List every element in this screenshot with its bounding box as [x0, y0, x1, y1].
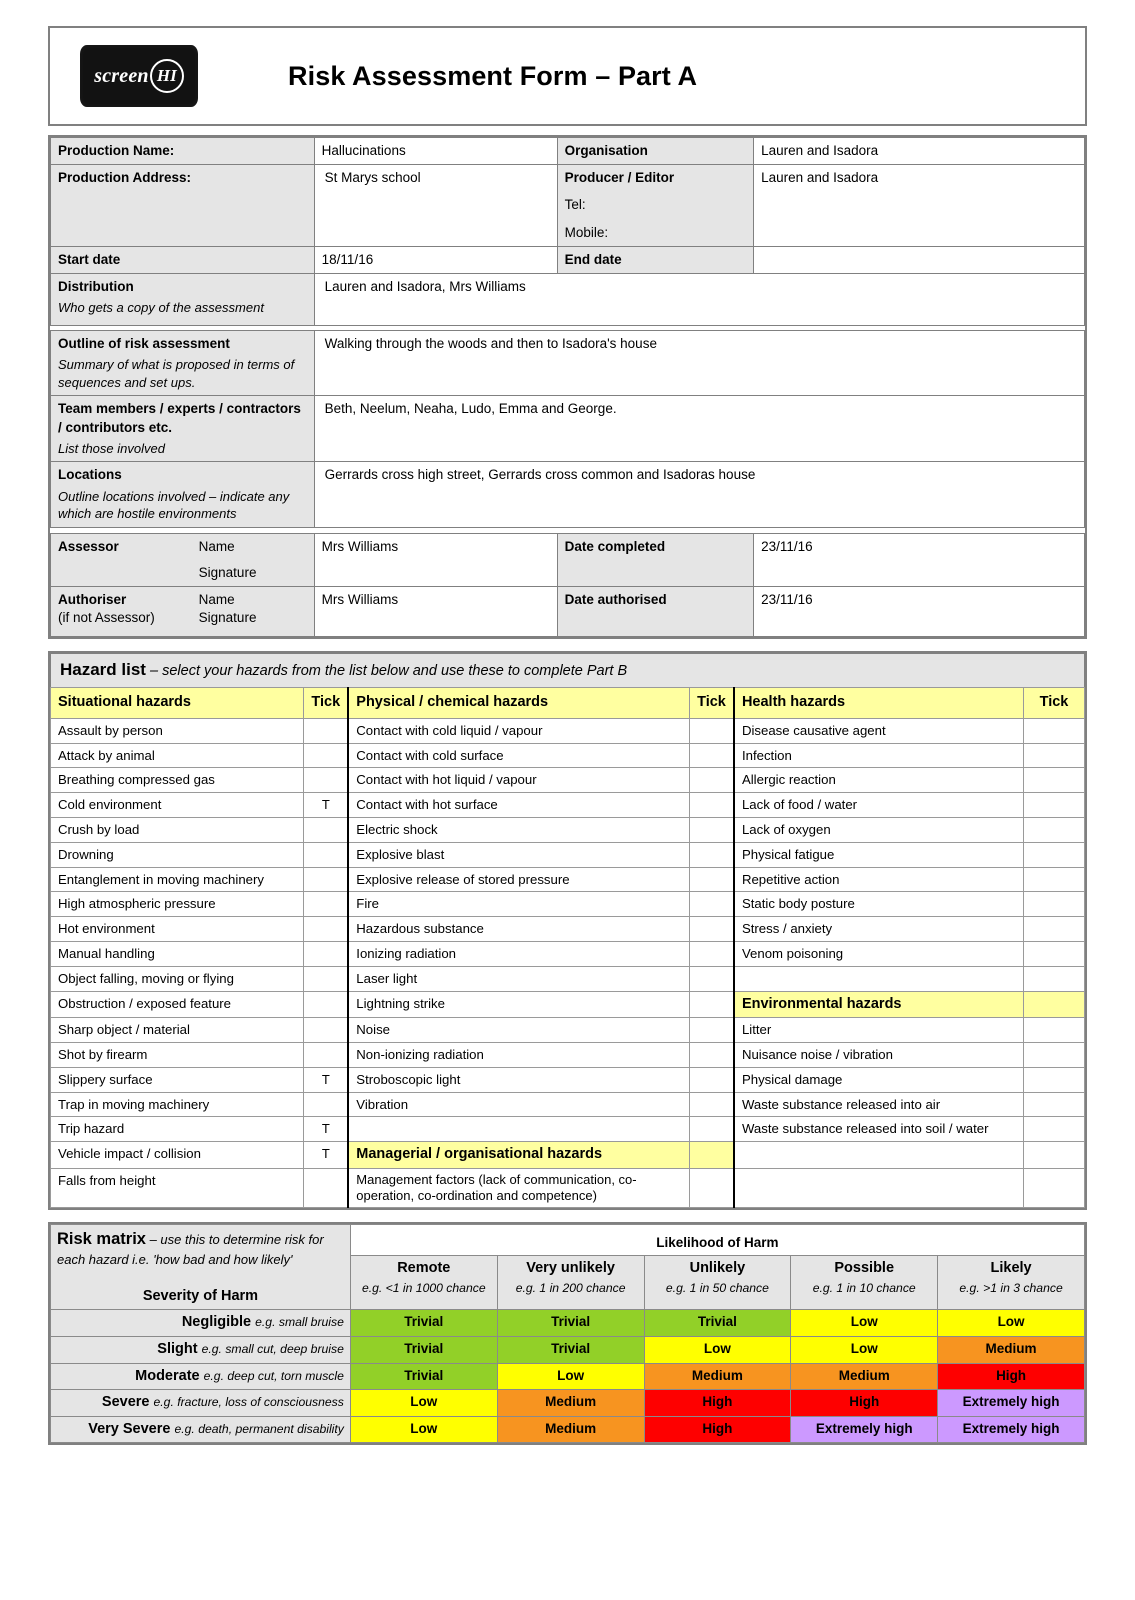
severity-header-4 — [51, 1416, 351, 1443]
table-row — [51, 1092, 1085, 1117]
risk-matrix-row — [51, 1390, 1085, 1417]
date-completed-label: Date completed — [557, 533, 753, 586]
table-row — [51, 396, 1085, 462]
hazard-item-health[interactable]: Litter — [734, 1018, 1024, 1043]
severity-name: Severe — [101, 1394, 154, 1411]
table-row — [51, 1018, 1085, 1043]
hazard-list-heading-note: – select your hazards from the list below and use these to complete Part B — [145, 663, 628, 680]
risk-matrix-cell: Medium — [938, 1336, 1085, 1363]
hazard-item-situational[interactable]: Slippery surface — [51, 1067, 304, 1092]
hazard-list-heading — [50, 653, 1085, 687]
risk-matrix-cell: High — [938, 1363, 1085, 1390]
hazard-item-situational[interactable]: Obstruction / exposed feature — [51, 991, 304, 1018]
authoriser-title: Authoriser — [58, 592, 127, 608]
hazard-tick-health[interactable] — [1023, 842, 1084, 867]
assessor-name-value[interactable]: Mrs Williams — [314, 533, 557, 586]
severity-header-1 — [51, 1336, 351, 1363]
form-title-block — [48, 26, 1087, 126]
end-date-value[interactable] — [754, 246, 1085, 273]
hazard-tick-situational[interactable]: T — [304, 1117, 348, 1142]
hazard-tick-health[interactable] — [1023, 1043, 1084, 1068]
organisation-label: Organisation — [557, 138, 753, 165]
hazard-item-health[interactable]: Allergic reaction — [734, 768, 1024, 793]
organisation-value[interactable]: Lauren and Isadora — [754, 138, 1085, 165]
hazard-header-physical: Physical / chemical hazards — [348, 688, 689, 719]
hazard-cell-empty — [734, 1142, 1024, 1169]
hazard-item-health[interactable]: Disease causative agent — [734, 718, 1024, 743]
table-row — [51, 867, 1085, 892]
risk-matrix-cell: High — [644, 1390, 791, 1417]
table-row — [51, 462, 1085, 527]
hazard-item-physical[interactable]: Noise — [348, 1018, 689, 1043]
hazard-item-situational[interactable]: Attack by animal — [51, 743, 304, 768]
risk-matrix-heading-note: – use this to determine risk for each hazard i.e. 'how bad and how likely' — [57, 1232, 324, 1267]
hazard-tick-health[interactable] — [1023, 1018, 1084, 1043]
hazard-tick-situational[interactable]: T — [304, 1067, 348, 1092]
hazard-tick-health[interactable] — [1023, 991, 1084, 1018]
likelihood-example: e.g. 1 in 50 chance — [665, 1280, 769, 1295]
hazard-tick-situational[interactable] — [304, 817, 348, 842]
table-row — [51, 331, 1085, 396]
hazard-cell-empty — [734, 966, 1024, 991]
hazard-tick-situational[interactable] — [304, 842, 348, 867]
hazard-list-table — [50, 687, 1085, 1208]
screenhi-logo — [80, 45, 198, 107]
authoriser-sublabel: (if not Assessor) — [58, 610, 155, 626]
producer-editor-title: Producer / Editor — [564, 170, 675, 186]
hazard-tick-situational[interactable] — [304, 892, 348, 917]
hazard-item-physical[interactable]: Explosive release of stored pressure — [348, 867, 689, 892]
hazard-item-physical[interactable]: Vibration — [348, 1092, 689, 1117]
severity-name: Moderate — [135, 1367, 204, 1384]
likelihood-example: e.g. <1 in 1000 chance — [361, 1280, 486, 1295]
hazard-tick-situational[interactable]: T — [304, 1142, 348, 1169]
hazard-tick-physical[interactable] — [690, 917, 734, 942]
risk-matrix-heading-title: Risk matrix — [57, 1230, 146, 1249]
hazard-item-situational[interactable]: Sharp object / material — [51, 1018, 304, 1043]
hazard-tick-health[interactable] — [1023, 942, 1084, 967]
hazard-item-physical[interactable]: Lightning strike — [348, 991, 689, 1018]
risk-matrix-cell: Trivial — [350, 1336, 497, 1363]
production-name-value[interactable]: Hallucinations — [314, 138, 557, 165]
table-row — [51, 942, 1085, 967]
risk-matrix-cell: Low — [350, 1390, 497, 1417]
producer-mobile-label: Mobile: — [564, 224, 609, 240]
hazard-tick-situational[interactable] — [304, 1018, 348, 1043]
production-details-table — [50, 137, 1085, 326]
hazard-tick-physical[interactable] — [690, 1043, 734, 1068]
likelihood-name: Possible — [834, 1260, 895, 1277]
logo-monogram-icon: HI — [150, 59, 184, 93]
hazard-header-tick2: Tick — [690, 688, 734, 719]
likelihood-header-0 — [350, 1256, 497, 1310]
risk-matrix-cell: Low — [350, 1416, 497, 1443]
risk-matrix-cell: Extremely high — [938, 1390, 1085, 1417]
hazard-tick-situational[interactable] — [304, 718, 348, 743]
table-row — [51, 533, 1085, 586]
risk-matrix-cell: Medium — [497, 1390, 644, 1417]
assessor-signature-label: Signature — [198, 564, 257, 580]
producer-tel-label: Tel: — [564, 197, 586, 213]
likelihood-example: e.g. 1 in 200 chance — [515, 1280, 626, 1295]
risk-matrix-heading-row — [51, 1225, 1085, 1256]
production-address-value[interactable]: St Marys school — [314, 165, 557, 247]
hazard-tick-physical[interactable] — [690, 1067, 734, 1092]
hazard-item-situational[interactable]: Breathing compressed gas — [51, 768, 304, 793]
hazard-tick-situational[interactable] — [304, 917, 348, 942]
risk-matrix-section — [48, 1222, 1087, 1445]
table-row — [51, 274, 1085, 326]
table-row — [51, 1067, 1085, 1092]
distribution-title: Distribution — [58, 279, 134, 295]
hazard-tick-physical[interactable] — [690, 1117, 734, 1142]
risk-matrix-cell: High — [644, 1416, 791, 1443]
hazard-tick-situational[interactable] — [304, 768, 348, 793]
table-row — [51, 817, 1085, 842]
table-row — [51, 1168, 1085, 1208]
hazard-item-physical[interactable]: Hazardous substance — [348, 917, 689, 942]
hazard-tick-physical[interactable] — [690, 867, 734, 892]
hazard-subheader-managerial: Managerial / organisational hazards — [348, 1142, 689, 1169]
table-row — [51, 793, 1085, 818]
hazard-tick-health[interactable] — [1023, 1067, 1084, 1092]
locations-label — [51, 462, 315, 527]
hazard-item-situational[interactable]: Shot by firearm — [51, 1043, 304, 1068]
start-date-value[interactable]: 18/11/16 — [314, 246, 557, 273]
hazard-item-health[interactable]: Static body posture — [734, 892, 1024, 917]
table-row — [51, 587, 1085, 637]
risk-matrix-cell: Low — [497, 1363, 644, 1390]
team-members-label — [51, 396, 315, 462]
table-row — [51, 1117, 1085, 1142]
risk-matrix-cell: Trivial — [497, 1336, 644, 1363]
severity-of-harm-title: Severity of Harm — [142, 1287, 259, 1304]
likelihood-header-3 — [791, 1256, 938, 1310]
severity-example: e.g. small bruise — [255, 1315, 344, 1330]
hazard-tick-physical[interactable] — [690, 991, 734, 1018]
hazard-item-physical[interactable]: Contact with cold liquid / vapour — [348, 718, 689, 743]
severity-example: e.g. deep cut, torn muscle — [203, 1368, 344, 1383]
hazard-tick-physical[interactable] — [690, 892, 734, 917]
hazard-tick-physical[interactable] — [690, 743, 734, 768]
likelihood-header-4 — [938, 1256, 1085, 1310]
hazard-item-health[interactable]: Nuisance noise / vibration — [734, 1043, 1024, 1068]
severity-name: Negligible — [181, 1314, 256, 1331]
likelihood-header-1 — [497, 1256, 644, 1310]
risk-matrix-cell: Trivial — [350, 1363, 497, 1390]
hazard-tick-health[interactable] — [1023, 1168, 1084, 1208]
hazard-list-section — [48, 651, 1087, 1210]
severity-header-0 — [51, 1310, 351, 1337]
hazard-tick-health[interactable] — [1023, 817, 1084, 842]
date-completed-value[interactable]: 23/11/16 — [754, 533, 1085, 586]
end-date-label: End date — [557, 246, 753, 273]
hazard-column-header-row — [51, 688, 1085, 719]
risk-matrix-cell: Medium — [644, 1363, 791, 1390]
assessor-label — [51, 533, 315, 586]
hazard-item-physical[interactable]: Laser light — [348, 966, 689, 991]
risk-matrix-cell: Medium — [497, 1416, 644, 1443]
hazard-tick-physical[interactable] — [690, 1168, 734, 1208]
hazard-tick-health[interactable] — [1023, 768, 1084, 793]
risk-matrix-cell: High — [791, 1390, 938, 1417]
hazard-item-physical[interactable]: Ionizing radiation — [348, 942, 689, 967]
page-title: Risk Assessment Form – Part A — [288, 60, 698, 91]
hazard-item-health[interactable]: Venom poisoning — [734, 942, 1024, 967]
hazard-item-health[interactable]: Waste substance released into air — [734, 1092, 1024, 1117]
hazard-tick-health[interactable] — [1023, 1117, 1084, 1142]
hazard-tick-situational[interactable] — [304, 942, 348, 967]
risk-matrix-cell: Low — [791, 1310, 938, 1337]
table-row — [51, 768, 1085, 793]
hazard-item-situational[interactable]: Falls from height — [51, 1168, 304, 1208]
hazard-subheader-environmental: Environmental hazards — [734, 991, 1024, 1018]
distribution-label — [51, 274, 315, 326]
table-row — [51, 246, 1085, 273]
outline-value[interactable]: Walking through the woods and then to Isadora's house — [314, 331, 1084, 396]
hazard-item-physical[interactable]: Fire — [348, 892, 689, 917]
hazard-tick-health[interactable] — [1023, 793, 1084, 818]
hazard-item-health[interactable]: Stress / anxiety — [734, 917, 1024, 942]
hazard-cell-empty — [348, 1117, 689, 1142]
likelihood-name: Unlikely — [689, 1260, 746, 1277]
risk-matrix-cell: Low — [938, 1310, 1085, 1337]
hazard-item-physical[interactable]: Contact with cold surface — [348, 743, 689, 768]
authoriser-label — [51, 587, 315, 637]
risk-matrix-cell: Low — [644, 1336, 791, 1363]
risk-matrix-row — [51, 1363, 1085, 1390]
hazard-tick-situational[interactable] — [304, 743, 348, 768]
risk-matrix-cell: Medium — [791, 1363, 938, 1390]
hazard-tick-health[interactable] — [1023, 718, 1084, 743]
authoriser-signature-label: Signature — [198, 610, 257, 626]
hazard-item-health[interactable]: Lack of oxygen — [734, 817, 1024, 842]
hazard-item-physical[interactable]: Non-ionizing radiation — [348, 1043, 689, 1068]
assessor-name-label: Name — [198, 538, 235, 554]
severity-name: Slight — [157, 1340, 202, 1357]
logo-cell — [50, 45, 228, 107]
hazard-tick-health[interactable] — [1023, 1142, 1084, 1169]
hazard-tick-health[interactable] — [1023, 966, 1084, 991]
authoriser-name-value[interactable]: Mrs Williams — [314, 587, 557, 637]
hazard-tick-situational[interactable] — [304, 966, 348, 991]
hazard-item-situational[interactable]: Trip hazard — [51, 1117, 304, 1142]
start-date-label: Start date — [51, 246, 315, 273]
date-authorised-value[interactable]: 23/11/16 — [754, 587, 1085, 637]
risk-matrix-row — [51, 1416, 1085, 1443]
hazard-item-health[interactable]: Infection — [734, 743, 1024, 768]
hazard-item-situational[interactable]: Assault by person — [51, 718, 304, 743]
hazard-tick-physical[interactable] — [690, 842, 734, 867]
likelihood-example: e.g. 1 in 10 chance — [812, 1280, 916, 1295]
risk-matrix-heading — [51, 1225, 351, 1310]
likelihood-name: Very unlikely — [526, 1260, 615, 1277]
production-name-label: Production Name: — [51, 138, 315, 165]
severity-header-3 — [51, 1390, 351, 1417]
producer-editor-value[interactable]: Lauren and Isadora — [754, 165, 1085, 247]
table-row — [51, 743, 1085, 768]
severity-name: Very Severe — [88, 1420, 175, 1437]
table-row — [51, 1142, 1085, 1169]
hazard-tick-physical[interactable] — [690, 793, 734, 818]
hazard-header-tick1: Tick — [304, 688, 348, 719]
hazard-item-physical[interactable]: Explosive blast — [348, 842, 689, 867]
authoriser-name-label: Name — [198, 592, 235, 608]
hazard-item-physical[interactable]: Contact with hot liquid / vapour — [348, 768, 689, 793]
risk-matrix-row — [51, 1336, 1085, 1363]
table-row — [51, 966, 1085, 991]
table-row — [51, 917, 1085, 942]
hazard-header-tick3: Tick — [1023, 688, 1084, 719]
likelihood-example: e.g. >1 in 3 chance — [959, 1280, 1063, 1295]
hazard-tick-situational[interactable] — [304, 867, 348, 892]
hazard-tick-health[interactable] — [1023, 867, 1084, 892]
hazard-tick-physical[interactable] — [690, 1092, 734, 1117]
locations-value[interactable]: Gerrards cross high street, Gerrards cross common and Isadoras house — [314, 462, 1084, 527]
risk-matrix-cell: Extremely high — [791, 1416, 938, 1443]
hazard-item-situational[interactable]: Vehicle impact / collision — [51, 1142, 304, 1169]
hazard-tick-physical[interactable] — [690, 817, 734, 842]
producer-editor-label — [557, 165, 753, 247]
locations-title: Locations — [58, 467, 122, 483]
hazard-item-situational[interactable]: High atmospheric pressure — [51, 892, 304, 917]
hazard-tick-physical[interactable] — [690, 1018, 734, 1043]
hazard-item-physical[interactable]: Stroboscopic light — [348, 1067, 689, 1092]
distribution-sublabel: Who gets a copy of the assessment — [58, 300, 264, 316]
table-row — [51, 138, 1085, 165]
hazard-header-health: Health hazards — [734, 688, 1024, 719]
hazard-tick-health[interactable] — [1023, 917, 1084, 942]
hazard-item-health[interactable]: Physical fatigue — [734, 842, 1024, 867]
hazard-tick-physical[interactable] — [690, 966, 734, 991]
team-members-value[interactable]: Beth, Neelum, Neaha, Ludo, Emma and George. — [314, 396, 1084, 462]
hazard-item-situational[interactable]: Hot environment — [51, 917, 304, 942]
hazard-item-health[interactable]: Waste substance released into soil / water — [734, 1117, 1024, 1142]
risk-matrix-cell: Trivial — [644, 1310, 791, 1337]
severity-example: e.g. fracture, loss of consciousness — [153, 1395, 344, 1410]
risk-matrix-row — [51, 1310, 1085, 1337]
hazard-cell-empty — [734, 1168, 1024, 1208]
hazard-tick-situational[interactable]: T — [304, 793, 348, 818]
likelihood-header-2 — [644, 1256, 791, 1310]
likelihood-name: Likely — [990, 1260, 1032, 1277]
severity-example: e.g. small cut, deep bruise — [201, 1341, 344, 1356]
hazard-tick-physical[interactable] — [690, 942, 734, 967]
hazard-tick-health[interactable] — [1023, 743, 1084, 768]
logo-wordmark: screen — [94, 64, 149, 87]
hazard-item-situational[interactable]: Object falling, moving or flying — [51, 966, 304, 991]
table-row — [51, 842, 1085, 867]
production-details-section — [48, 135, 1087, 639]
hazard-item-situational[interactable]: Crush by load — [51, 817, 304, 842]
assessor-title: Assessor — [58, 538, 119, 554]
risk-matrix-cell: Trivial — [497, 1310, 644, 1337]
hazard-tick-health[interactable] — [1023, 892, 1084, 917]
hazard-tick-situational[interactable] — [304, 991, 348, 1018]
hazard-item-situational[interactable]: Manual handling — [51, 942, 304, 967]
hazard-tick-situational[interactable] — [304, 1043, 348, 1068]
hazard-item-situational[interactable]: Entanglement in moving machinery — [51, 867, 304, 892]
locations-sublabel: Outline locations involved – indicate any which are hostile environments — [58, 488, 290, 522]
production-address-label: Production Address: — [51, 165, 315, 247]
hazard-item-health[interactable]: Physical damage — [734, 1067, 1024, 1092]
outline-title: Outline of risk assessment — [58, 336, 230, 352]
table-row — [51, 892, 1085, 917]
severity-header-2 — [51, 1363, 351, 1390]
severity-example: e.g. death, permanent disability — [174, 1421, 344, 1436]
date-authorised-label: Date authorised — [557, 587, 753, 637]
assessment-scope-table — [50, 330, 1085, 528]
hazard-tick-situational[interactable] — [304, 1168, 348, 1208]
table-row — [51, 718, 1085, 743]
hazard-item-physical[interactable]: Contact with hot surface — [348, 793, 689, 818]
hazard-tick-health[interactable] — [1023, 1092, 1084, 1117]
distribution-value[interactable]: Lauren and Isadora, Mrs Williams — [314, 274, 1084, 326]
hazard-item-management-factors[interactable]: Management factors (lack of communication, co-operation, co-ordination and competence) — [348, 1168, 689, 1208]
outline-label — [51, 331, 315, 396]
signoff-table — [50, 533, 1085, 637]
hazard-item-situational[interactable]: Drowning — [51, 842, 304, 867]
risk-matrix-cell: Trivial — [350, 1310, 497, 1337]
hazard-item-situational[interactable]: Trap in moving machinery — [51, 1092, 304, 1117]
hazard-tick-physical[interactable] — [690, 718, 734, 743]
risk-matrix-table — [50, 1224, 1085, 1443]
hazard-header-situational: Situational hazards — [51, 688, 304, 719]
hazard-list-heading-title: Hazard list — [60, 660, 146, 680]
table-row — [51, 991, 1085, 1018]
likelihood-name: Remote — [397, 1260, 451, 1277]
team-members-title: Team members / experts / contractors / contributors etc. — [58, 401, 301, 435]
hazard-tick-physical[interactable] — [690, 1142, 734, 1169]
likelihood-of-harm-title: Likelihood of Harm — [350, 1225, 1084, 1256]
table-row — [51, 165, 1085, 247]
risk-matrix-cell: Extremely high — [938, 1416, 1085, 1443]
hazard-item-health[interactable]: Lack of food / water — [734, 793, 1024, 818]
hazard-item-health[interactable]: Repetitive action — [734, 867, 1024, 892]
team-members-sublabel: List those involved — [58, 440, 165, 456]
table-row — [51, 1043, 1085, 1068]
hazard-item-physical[interactable]: Electric shock — [348, 817, 689, 842]
hazard-tick-physical[interactable] — [690, 768, 734, 793]
risk-matrix-cell: Low — [791, 1336, 938, 1363]
hazard-tick-situational[interactable] — [304, 1092, 348, 1117]
outline-sublabel: Summary of what is proposed in terms of sequences and set ups. — [58, 357, 295, 390]
hazard-item-situational[interactable]: Cold environment — [51, 793, 304, 818]
